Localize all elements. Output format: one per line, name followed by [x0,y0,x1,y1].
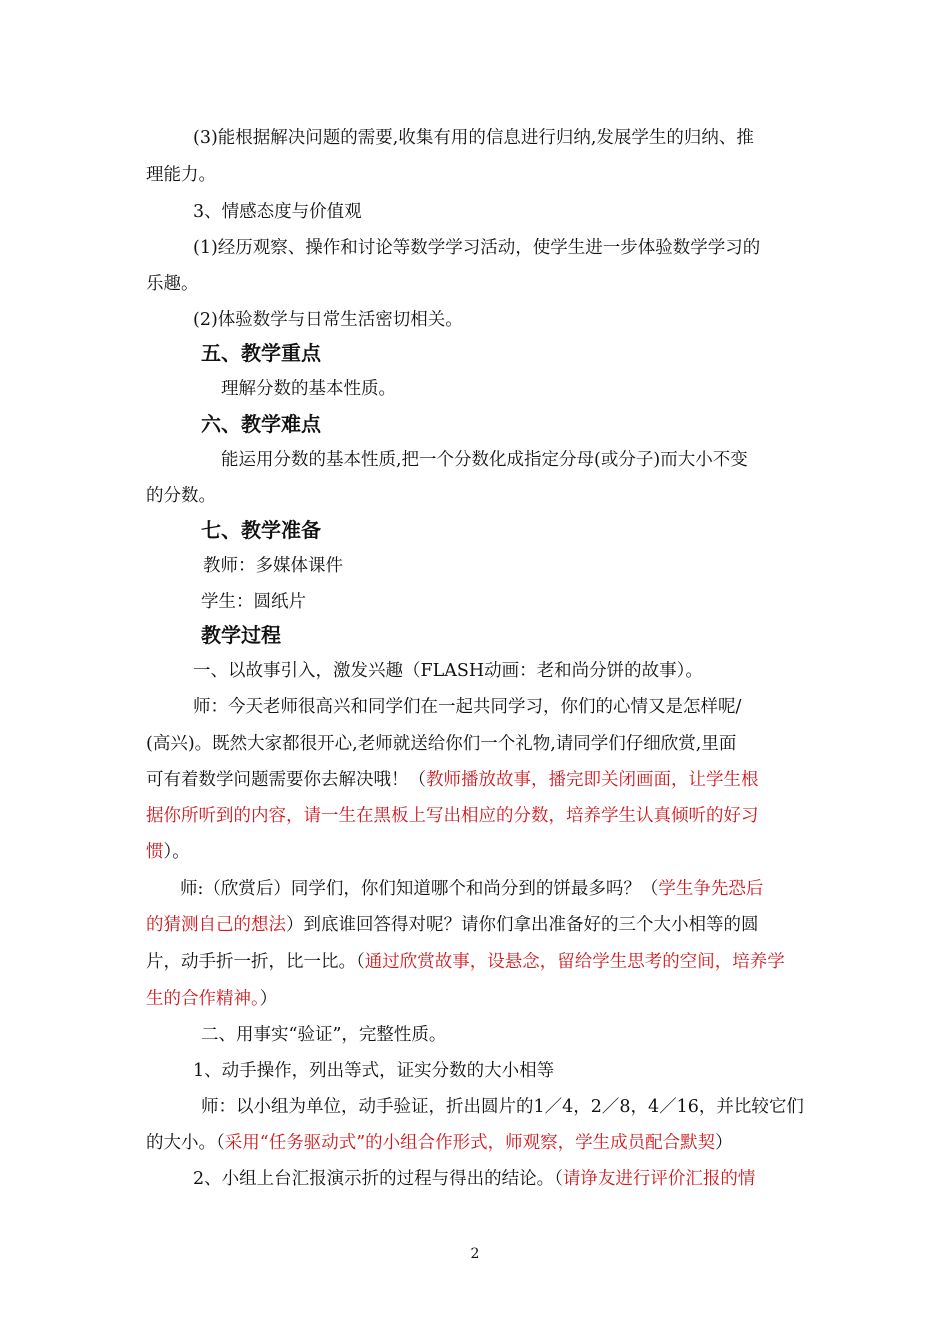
text-line [146,768,759,792]
text-line [146,913,759,937]
text-line: 师：今天老师很高兴和同学们在一起共同学习，你们的心情又是怎样呢/ [193,697,742,717]
text-line: 乐趣。 [146,274,199,294]
text-line: 师：以小组为单位，动手验证，折出圆片的1／4，2／8，4／16，并比较它们 [201,1097,804,1117]
text-line: 能运用分数的基本性质,把一个分数化成指定分母(或分子)而大小不变 [221,450,748,470]
text-line: (1)经历观察、操作和讨论等数学学习活动，使学生进一步体验数学学习的 [193,238,761,258]
annotation-run: 请诤友进行评价汇报的情 [562,1169,756,1189]
annotation-run: 学生争先恐后 [658,879,764,899]
text-run: 师:（欣赏后）同学们，你们知道哪个和尚分到的饼最多吗？（ [180,879,659,899]
text-line: (高兴)。既然大家都很开心,老师就送给你们一个礼物,请同学们仔细欣赏,里面 [146,734,737,754]
text-run: 片，动手折一折，比一比。（ [146,952,365,972]
text-run: ）到底谁回答得对呢？请你们拿出准备好的三个大小相等的圆 [286,915,759,935]
text-line: 理解分数的基本性质。 [221,379,396,399]
text-line: 理能力。 [146,165,216,185]
text-run: 2、小组上台汇报演示折的过程与得出的结论。（ [193,1169,563,1189]
text-line [146,1131,733,1155]
text-line: 一、以故事引入，激发兴趣（FLASH动画：老和尚分饼的故事）。 [193,661,703,681]
section-heading: 五、教学重点 [201,341,321,365]
text-line [193,1167,755,1191]
page-number: 2 [470,1246,480,1262]
section-heading: 六、教学难点 [201,412,321,436]
text-line: 3、情感态度与价值观 [193,202,362,222]
text-line: 学生：圆纸片 [201,592,306,612]
text-line: (2)体验数学与日常生活密切相关。 [193,310,463,330]
text-line: 教师：多媒体课件 [203,556,343,576]
text-run: 可有着数学问题需要你去解决哦！（ [146,770,426,790]
section-heading: 七、教学准备 [201,518,321,542]
section-heading: 教学过程 [201,623,281,647]
text-run: ） [715,1133,733,1153]
text-run: ）。 [163,842,190,862]
text-run: 的大小。（ [146,1133,225,1153]
annotation-run: 生的合作精神。 [146,989,260,1009]
text-run: ） [259,989,278,1009]
annotation-run: 教师播放故事，播完即关闭画面，让学生根 [426,770,759,790]
annotation-run: 的猜测自己的想法 [146,915,286,935]
text-line: (3)能根据解决问题的需要,收集有用的信息进行归纳,发展学生的归纳、推 [193,128,754,148]
annotation-line: 据你所听到的内容，请一生在黑板上写出相应的分数，培养学生认真倾听的好习 [146,806,759,826]
text-line [146,840,190,864]
annotation-run: 通过欣赏故事，设悬念，留给学生思考的空间，培养学 [364,952,785,972]
text-line [146,950,785,974]
text-line: 1、动手操作，列出等式，证实分数的大小相等 [193,1061,555,1081]
text-line [146,987,277,1011]
annotation-run: 惯 [146,842,164,862]
text-line [180,877,763,901]
text-line: 的分数。 [146,486,216,506]
text-line: 二、用事实“验证”，完整性质。 [201,1025,447,1045]
annotation-run: 采用“任务驱动式”的小组合作形式，师观察，学生成员配合默契 [224,1133,716,1153]
